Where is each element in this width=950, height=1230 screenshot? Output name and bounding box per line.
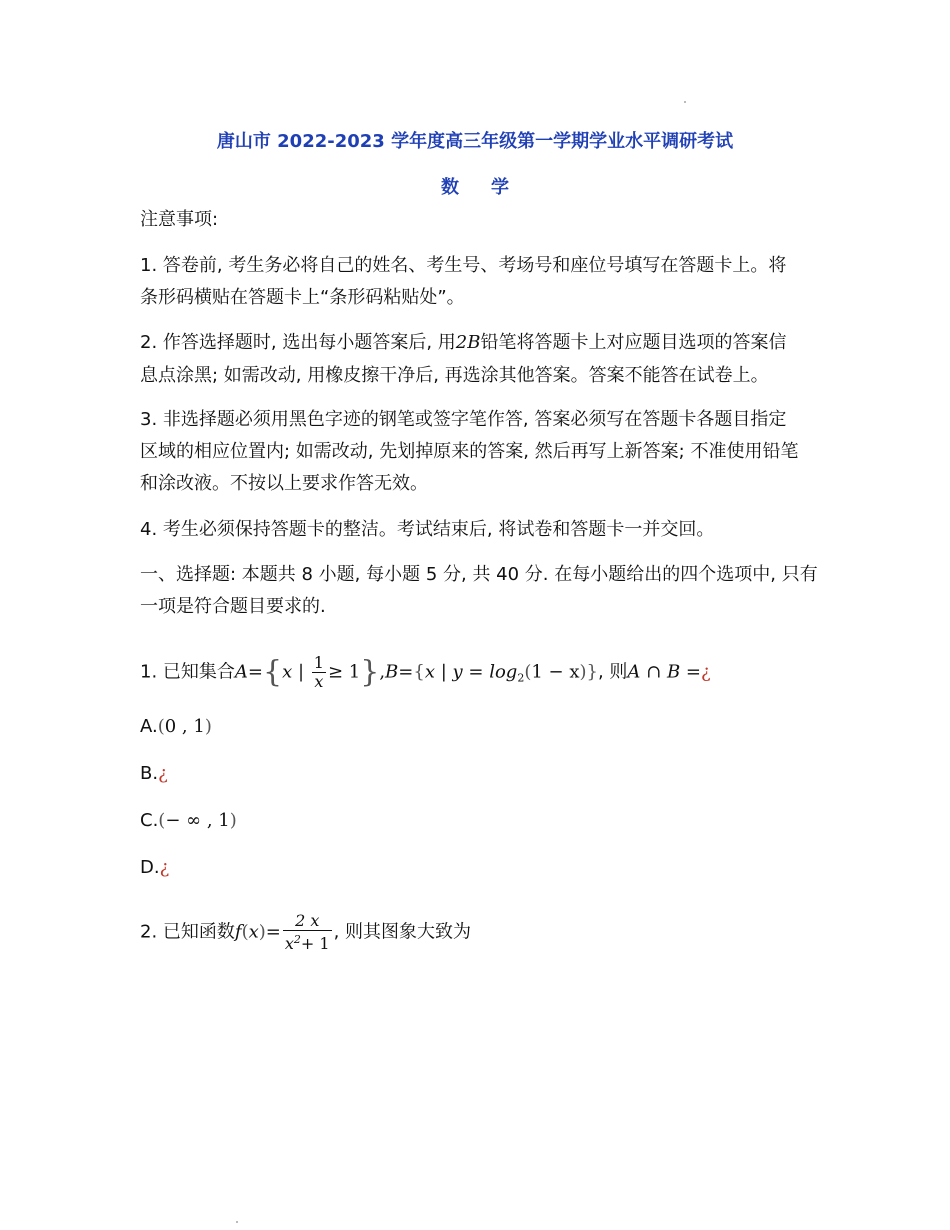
- notice-heading: 注意事项:: [140, 209, 219, 230]
- option-b-label: B.: [140, 763, 159, 784]
- scan-dot: [236, 1221, 238, 1223]
- log-base: 2: [517, 671, 525, 685]
- option-d-label: D.: [140, 857, 160, 878]
- q1-option-c: C.(− ∞ , 1): [140, 810, 237, 831]
- notice-item-1-line-2: 条形码横贴在答题卡上“条形码粘贴处”。: [140, 287, 465, 308]
- q2-fraction: $\frac{2 x}{x^2+ 1}$: [284, 911, 330, 953]
- set-a-name: A: [234, 661, 248, 683]
- pencil-grade: 2B: [455, 332, 481, 353]
- section-1-line-2: 一项是符合题目要求的.: [140, 596, 326, 617]
- notice-item-1-line-1: 1. 答卷前, 考生务必将自己的姓名、考生号、考场号和座位号填写在答题卡上。将: [140, 255, 787, 276]
- option-c-value: − ∞ , 1: [165, 810, 230, 831]
- set-b-condition: y = log: [452, 661, 518, 683]
- subject-title: 数学: [441, 177, 541, 198]
- option-c-label: C.: [140, 810, 159, 831]
- notice-item-3-line-3: 和涂改液。不按以上要求作答无效。: [140, 473, 428, 494]
- question-2: 2. 已知函数f(x)= $\frac{2 x}{x^2+ 1}$ , 则其图象大致为: [140, 911, 472, 953]
- exam-title: 唐山市 2022-2023 学年度高三年级第一学期学业水平调研考试: [216, 131, 734, 152]
- q1-option-d: [140, 856, 169, 880]
- question-1: 1. 已知集合A={x | $\frac{1}{x}$ ≥ 1},B={x | $y = \log_2(1 - x)$}, 则A ∩ B =¿: [140, 653, 711, 691]
- notice-item-2-text-a: 2. 作答选择题时, 选出每小题答案后, 用: [140, 332, 456, 353]
- section-1-line-1: 一、选择题: 本题共 8 小题, 每小题 5 分, 共 40 分. 在每小题给出的四个选项中, 只有: [140, 564, 818, 585]
- notice-item-4-line-1: 4. 考生必须保持答题卡的整洁。考试结束后, 将试卷和答题卡一并交回。: [140, 519, 715, 540]
- notice-item-2-text-b: 铅笔将答题卡上对应题目选项的答案信: [480, 332, 787, 353]
- q2-prefix: 2. 已知函数: [140, 921, 235, 943]
- option-d-value: ¿: [159, 857, 170, 878]
- q2-suffix: , 则其图象大致为: [333, 921, 472, 943]
- q2-function-name: f: [234, 921, 242, 943]
- q1-prefix: 1. 已知集合: [140, 661, 235, 683]
- option-a-label: A.: [140, 716, 158, 737]
- log-argument: 1 − x: [531, 661, 580, 683]
- notice-item-3-line-1: 3. 非选择题必须用黑色字迹的钢笔或签字笔作答, 答案必须写在答题卡各题目指定: [140, 409, 787, 430]
- q1-blank: ¿: [700, 661, 711, 683]
- option-b-value: ¿: [158, 763, 168, 784]
- set-a-var: x: [282, 661, 293, 683]
- q2-function-arg: x: [248, 921, 259, 943]
- notice-item-3-line-2: 区域的相应位置内; 如需改动, 先划掉原来的答案, 然后再写上新答案; 不准使用铅笔: [140, 441, 799, 462]
- q1-suffix: , 则: [597, 661, 628, 683]
- notice-item-2-line-1: [140, 331, 786, 355]
- set-a-fraction: $\frac{1}{x}$: [313, 653, 324, 691]
- q1-option-b: [140, 762, 168, 786]
- q1-option-a: A.(0 , 1): [140, 716, 212, 737]
- scan-dot: [684, 101, 686, 103]
- option-a-value: 0 , 1: [164, 716, 205, 737]
- q1-expression: A ∩ B =: [627, 661, 701, 683]
- notice-item-2-line-2: 息点涂黑; 如需改动, 用橡皮擦干净后, 再选涂其他答案。答案不能答在试卷上。: [140, 365, 769, 386]
- set-b-name: B: [385, 661, 399, 683]
- set-a-condition: ≥ 1: [327, 661, 361, 683]
